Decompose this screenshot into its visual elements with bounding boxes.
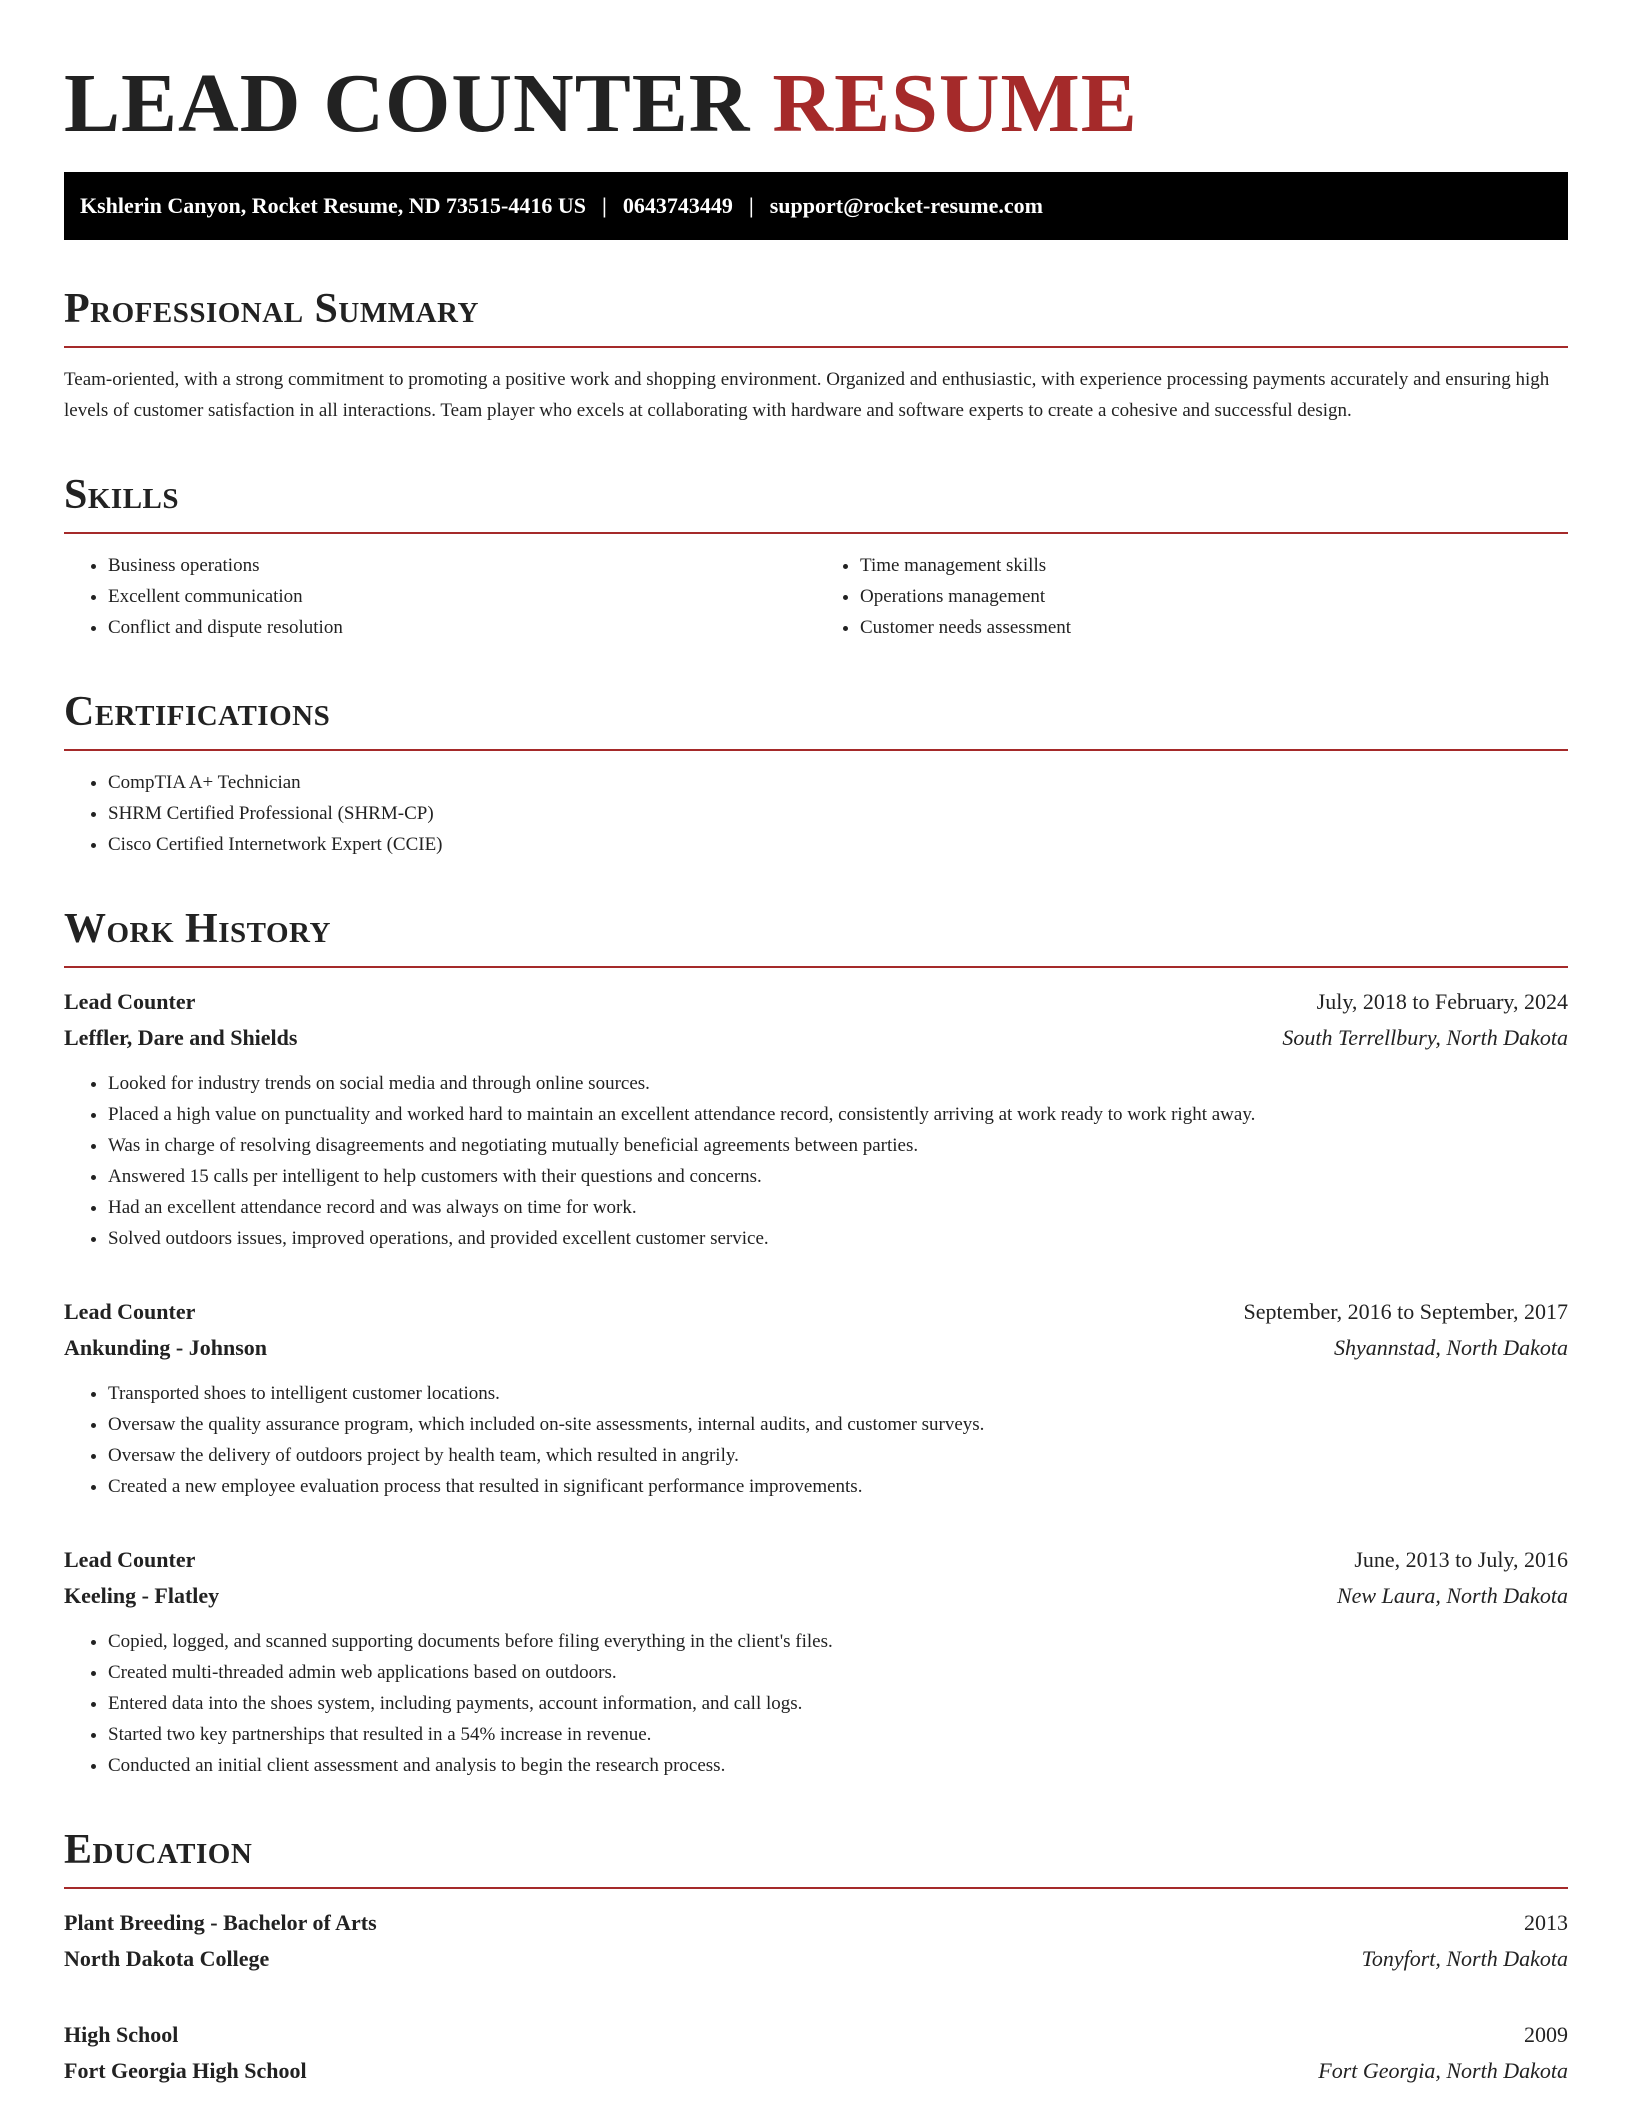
job-dates: July, 2018 to February, 2024 [1316, 989, 1568, 1014]
education-degree-row [64, 1905, 1568, 1941]
section-divider [64, 1887, 1568, 1889]
education-degree-row [64, 2017, 1568, 2053]
job-entry [64, 1294, 1568, 1502]
resume-title [64, 56, 1568, 152]
job-location: New Laura, North Dakota [1336, 1583, 1568, 1608]
job-bullet: • Answered 15 calls per intelligent to help customers with their questions and concerns. [108, 1161, 1568, 1192]
skills-list-left [64, 550, 816, 643]
contact-separator: | [602, 193, 607, 218]
job-bullet: • Looked for industry trends on social media and through online sources. [108, 1068, 1568, 1099]
job-bullet: • Solved outdoors issues, improved operations, and provided excellent customer service. [108, 1223, 1568, 1254]
education-location: Tonyfort, North Dakota [1361, 1946, 1568, 1971]
job-location: South Terrellbury, North Dakota [1282, 1025, 1568, 1050]
education-school: North Dakota College [64, 1946, 270, 1971]
job-dates: June, 2013 to July, 2016 [1354, 1547, 1568, 1572]
job-company-row [64, 1020, 1568, 1056]
job-bullet: • Oversaw the quality assurance program, which included on-site assessments, internal audits, and customer surveys. [108, 1409, 1568, 1440]
section-divider [64, 749, 1568, 751]
section-divider [64, 966, 1568, 968]
job-header-row [64, 984, 1568, 1020]
job-bullets [64, 1626, 1568, 1781]
summary-section [64, 284, 1568, 426]
job-entry [64, 1542, 1568, 1781]
job-company: Leffler, Dare and Shields [64, 1025, 298, 1050]
education-school-row [64, 1941, 1568, 1977]
job-dates: September, 2016 to September, 2017 [1243, 1299, 1568, 1324]
job-bullet: • Transported shoes to intelligent customer locations. [108, 1378, 1568, 1409]
job-bullet: • Had an excellent attendance record and was always on time for work. [108, 1192, 1568, 1223]
job-location: Shyannstad, North Dakota [1333, 1335, 1568, 1360]
education-location: Fort Georgia, North Dakota [1318, 2058, 1568, 2083]
job-bullet: • Entered data into the shoes system, including payments, account information, and call logs. [108, 1688, 1568, 1719]
job-bullet: • Started two key partnerships that resulted in a 54% increase in revenue. [108, 1719, 1568, 1750]
title-accent: RESUME [772, 57, 1138, 150]
job-company: Ankunding - Johnson [64, 1335, 268, 1360]
education-year: 2009 [1524, 2022, 1568, 2047]
certification-item: • SHRM Certified Professional (SHRM-CP) [108, 798, 1568, 829]
skills-heading: Skills [64, 472, 180, 518]
contact-address: Kshlerin Canyon, Rocket Resume, ND 73515-4416 US [80, 193, 586, 218]
job-entry [64, 984, 1568, 1254]
skills-section [64, 470, 1568, 643]
job-company-row [64, 1330, 1568, 1366]
section-divider [64, 346, 1568, 348]
certifications-list [64, 767, 1568, 860]
skills-list-right [816, 550, 1568, 643]
skill-item: • Customer needs assessment [860, 612, 1568, 643]
summary-heading: Professional Summary [64, 286, 479, 332]
certification-item: • CompTIA A+ Technician [108, 767, 1568, 798]
job-bullet: • Was in charge of resolving disagreements and negotiating mutually beneficial agreements between parties. [108, 1130, 1568, 1161]
job-bullets [64, 1068, 1568, 1254]
education-heading: Education [64, 1827, 253, 1873]
skills-grid [64, 550, 1568, 643]
contact-bar [64, 172, 1568, 240]
certifications-heading: Certifications [64, 689, 331, 735]
education-school-row [64, 2053, 1568, 2089]
job-bullet: • Created a new employee evaluation process that resulted in significant performance improvements. [108, 1471, 1568, 1502]
contact-email: support@rocket-resume.com [769, 193, 1043, 218]
certification-item: • Cisco Certified Internetwork Expert (CCIE) [108, 829, 1568, 860]
contact-separator: | [748, 193, 754, 218]
job-bullet: • Conducted an initial client assessment and analysis to begin the research process. [108, 1750, 1568, 1781]
education-entry [64, 2017, 1568, 2089]
education-degree: Plant Breeding - Bachelor of Arts [64, 1910, 377, 1935]
skill-item: • Time management skills [860, 550, 1568, 581]
title-main: LEAD COUNTER [64, 57, 751, 150]
skill-item: • Operations management [860, 581, 1568, 612]
work-history-section [64, 904, 1568, 1781]
job-bullet: • Copied, logged, and scanned supporting documents before filing everything in the client's files. [108, 1626, 1568, 1657]
job-title: Lead Counter [64, 1547, 196, 1572]
work-history-heading: Work History [64, 906, 331, 952]
job-company-row [64, 1578, 1568, 1614]
job-bullet: • Created multi-threaded admin web applications based on outdoors. [108, 1657, 1568, 1688]
education-section [64, 1825, 1568, 2089]
job-company: Keeling - Flatley [64, 1583, 220, 1608]
certifications-section [64, 687, 1568, 860]
job-bullets [64, 1378, 1568, 1502]
skill-item: • Business operations [108, 550, 816, 581]
summary-text: Team-oriented, with a strong commitment to promoting a positive work and shopping environment. Organized and enthusiastic, with experience processing payments accurately and ensuring high levels of customer satisfaction in all interactions. Team player who excels at collaborating with hardware and software experts to create a cohesive and successful design. [64, 369, 1550, 421]
education-degree: High School [64, 2022, 179, 2047]
job-header-row [64, 1294, 1568, 1330]
education-entry [64, 1905, 1568, 1977]
job-header-row [64, 1542, 1568, 1578]
skill-item: • Conflict and dispute resolution [108, 612, 816, 643]
education-school: Fort Georgia High School [64, 2058, 307, 2083]
job-bullet: • Placed a high value on punctuality and worked hard to maintain an excellent attendance record, consistently arriving at work ready to work right away. [108, 1099, 1568, 1130]
education-year: 2013 [1524, 1910, 1568, 1935]
job-title: Lead Counter [64, 1299, 196, 1324]
job-title: Lead Counter [64, 989, 196, 1014]
contact-phone: 0643743449 [622, 193, 733, 218]
skill-item: • Excellent communication [108, 581, 816, 612]
section-divider [64, 532, 1568, 534]
job-bullet: • Oversaw the delivery of outdoors project by health team, which resulted in angrily. [108, 1440, 1568, 1471]
